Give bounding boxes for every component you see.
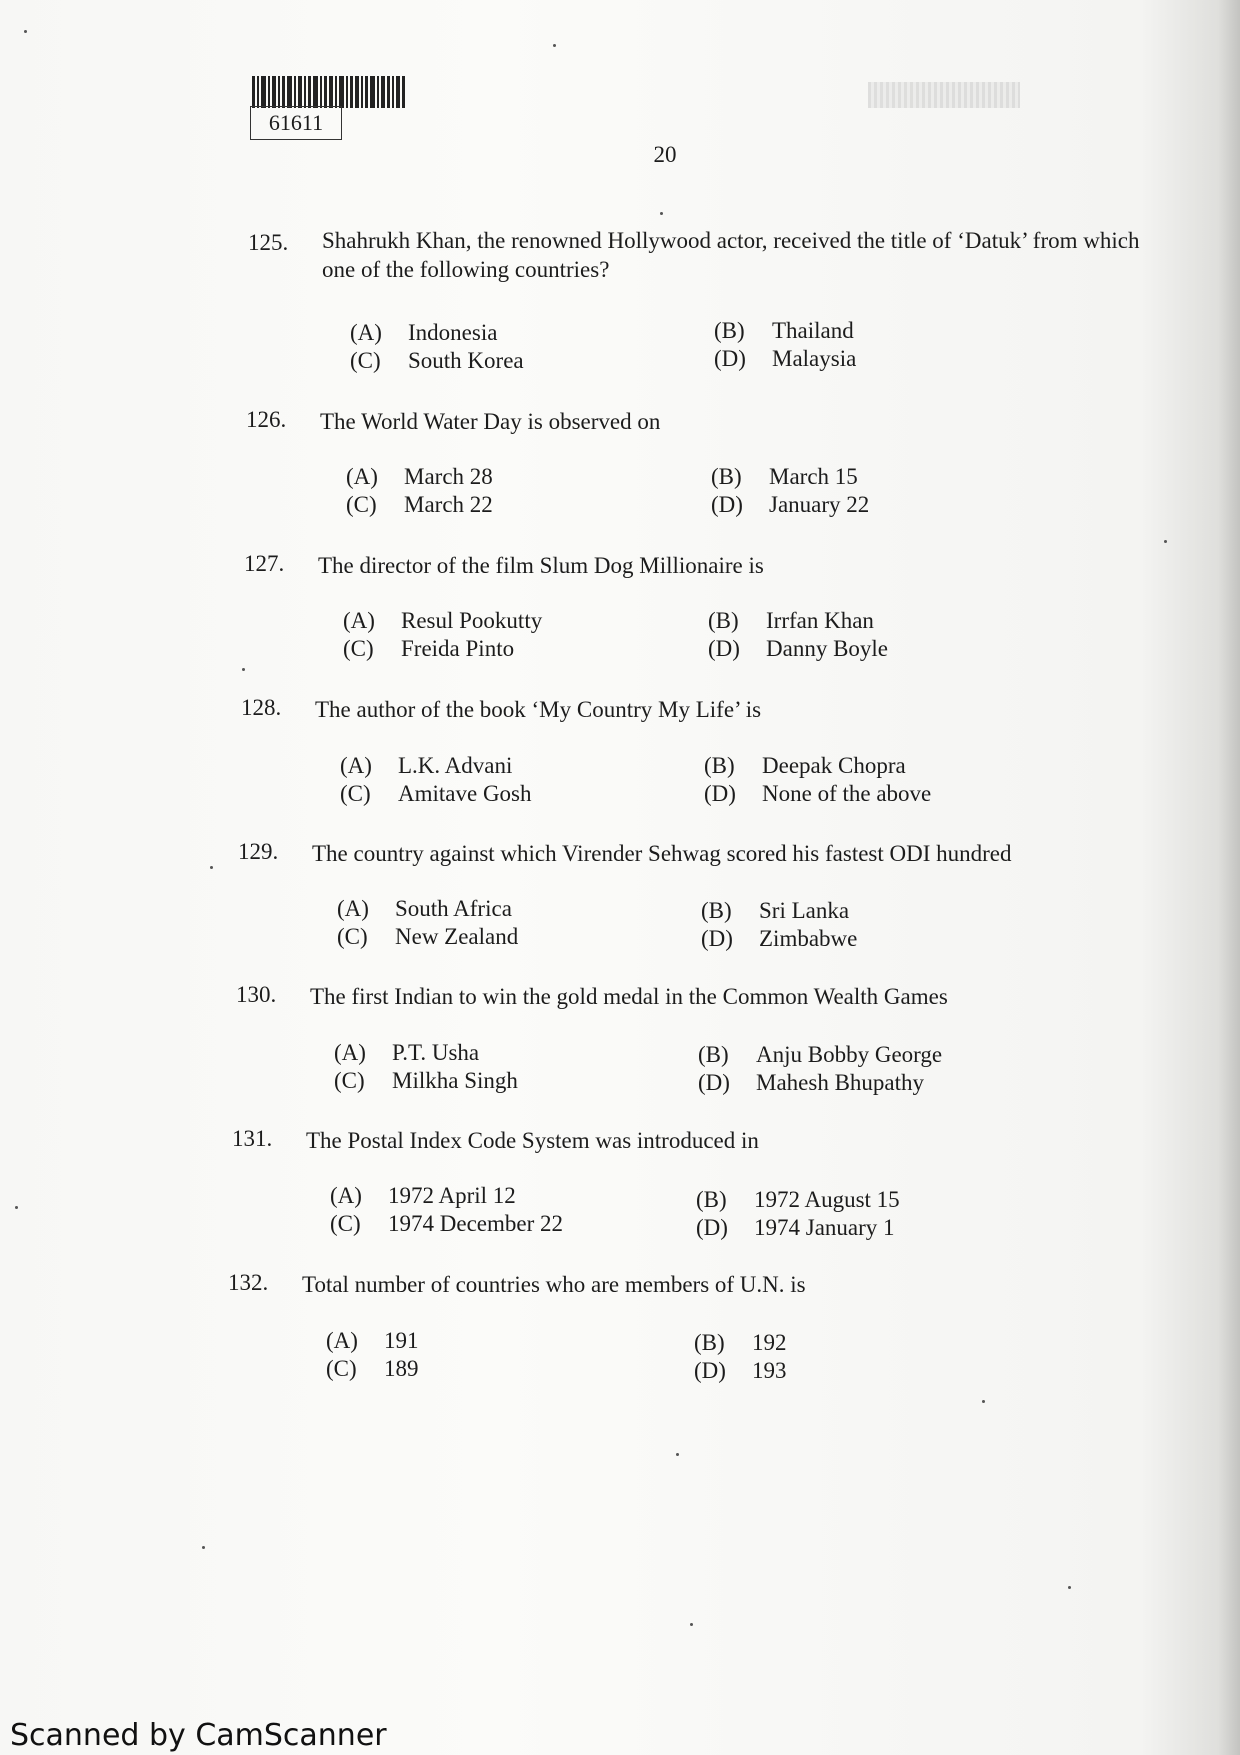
option-a: (A) March 28 [346,464,493,489]
option-b: (B) Anju Bobby George [698,1042,943,1067]
option-a: (A) L.K. Advani [340,753,513,778]
option-b: (B) Sri Lanka [701,898,850,923]
option-d: (D) 1974 January 1 [696,1215,895,1240]
option-c: (C) 189 [326,1356,419,1381]
scan-speck [242,668,245,671]
faded-stamp [868,82,1020,108]
question-number: 127. [244,551,285,576]
scan-speck [982,1400,985,1403]
scan-speck [1164,540,1167,543]
option-d: (D) Danny Boyle [708,636,889,661]
question-text: Total number of countries who are members of U.N. is [302,1272,806,1297]
question-number: 129. [238,839,279,864]
barcode [252,76,408,108]
option-c: (C) Amitave Gosh [340,781,532,806]
question-text: The Postal Index Code System was introduced in [306,1128,759,1153]
question-number: 130. [236,982,277,1007]
option-c: (C) 1974 December 22 [330,1211,563,1236]
question-number: 131. [232,1126,273,1151]
scan-speck [1068,1586,1071,1589]
option-b: (B) Deepak Chopra [704,753,906,778]
scan-speck [210,866,213,869]
option-a: (A) 1972 April 12 [330,1183,516,1208]
scan-speck [676,1453,679,1456]
question-text: The World Water Day is observed on [320,409,661,434]
question-text: The country against which Virender Sehwag scored his fastest ODI hundred [312,841,1012,866]
question-text: The first Indian to win the gold medal in the Common Wealth Games [310,984,948,1009]
scan-speck [24,30,27,33]
option-a: (A) P.T. Usha [334,1040,480,1065]
option-d: (D) Mahesh Bhupathy [698,1070,925,1095]
option-d: (D) January 22 [711,492,870,517]
scan-speck [553,44,556,47]
option-c: (C) March 22 [346,492,493,517]
scanner-watermark: Scanned by CamScanner [10,1718,387,1753]
scan-speck [15,1206,18,1209]
option-b: (B) 1972 August 15 [696,1187,900,1212]
option-a: (A) 191 [326,1328,419,1353]
page-edge-shadow [1218,0,1240,1755]
option-d: (D) Malaysia [714,346,857,371]
question-text: The director of the film Slum Dog Millionaire is [318,553,764,578]
option-a: (A) Indonesia [350,320,498,345]
option-c: (C) Freida Pinto [343,636,515,661]
question-number: 132. [228,1270,269,1295]
scan-speck [660,212,663,215]
option-c: (C) South Korea [350,348,524,373]
option-b: (B) 192 [694,1330,787,1355]
scan-speck [202,1546,205,1549]
option-c: (C) Milkha Singh [334,1068,518,1093]
scan-speck [690,1623,693,1626]
page-number: 20 [653,142,677,167]
option-a: (A) Resul Pookutty [343,608,543,633]
option-d: (D) Zimbabwe [701,926,858,951]
option-b: (B) March 15 [711,464,858,489]
question-number: 126. [246,407,287,432]
question-number: 125. [248,230,289,255]
option-c: (C) New Zealand [337,924,519,949]
question-number: 128. [241,695,282,720]
paper-code: 61611 [250,106,342,140]
option-d: (D) 193 [694,1358,787,1383]
question-text: The author of the book ‘My Country My Life’ is [315,697,762,722]
option-d: (D) None of the above [704,781,932,806]
option-a: (A) South Africa [337,896,512,921]
option-b: (B) Irrfan Khan [708,608,874,633]
option-b: (B) Thailand [714,318,854,343]
question-text: Shahrukh Khan, the renowned Hollywood actor, received the title of ‘Datuk’ from which one of the following countries? [322,228,1140,282]
